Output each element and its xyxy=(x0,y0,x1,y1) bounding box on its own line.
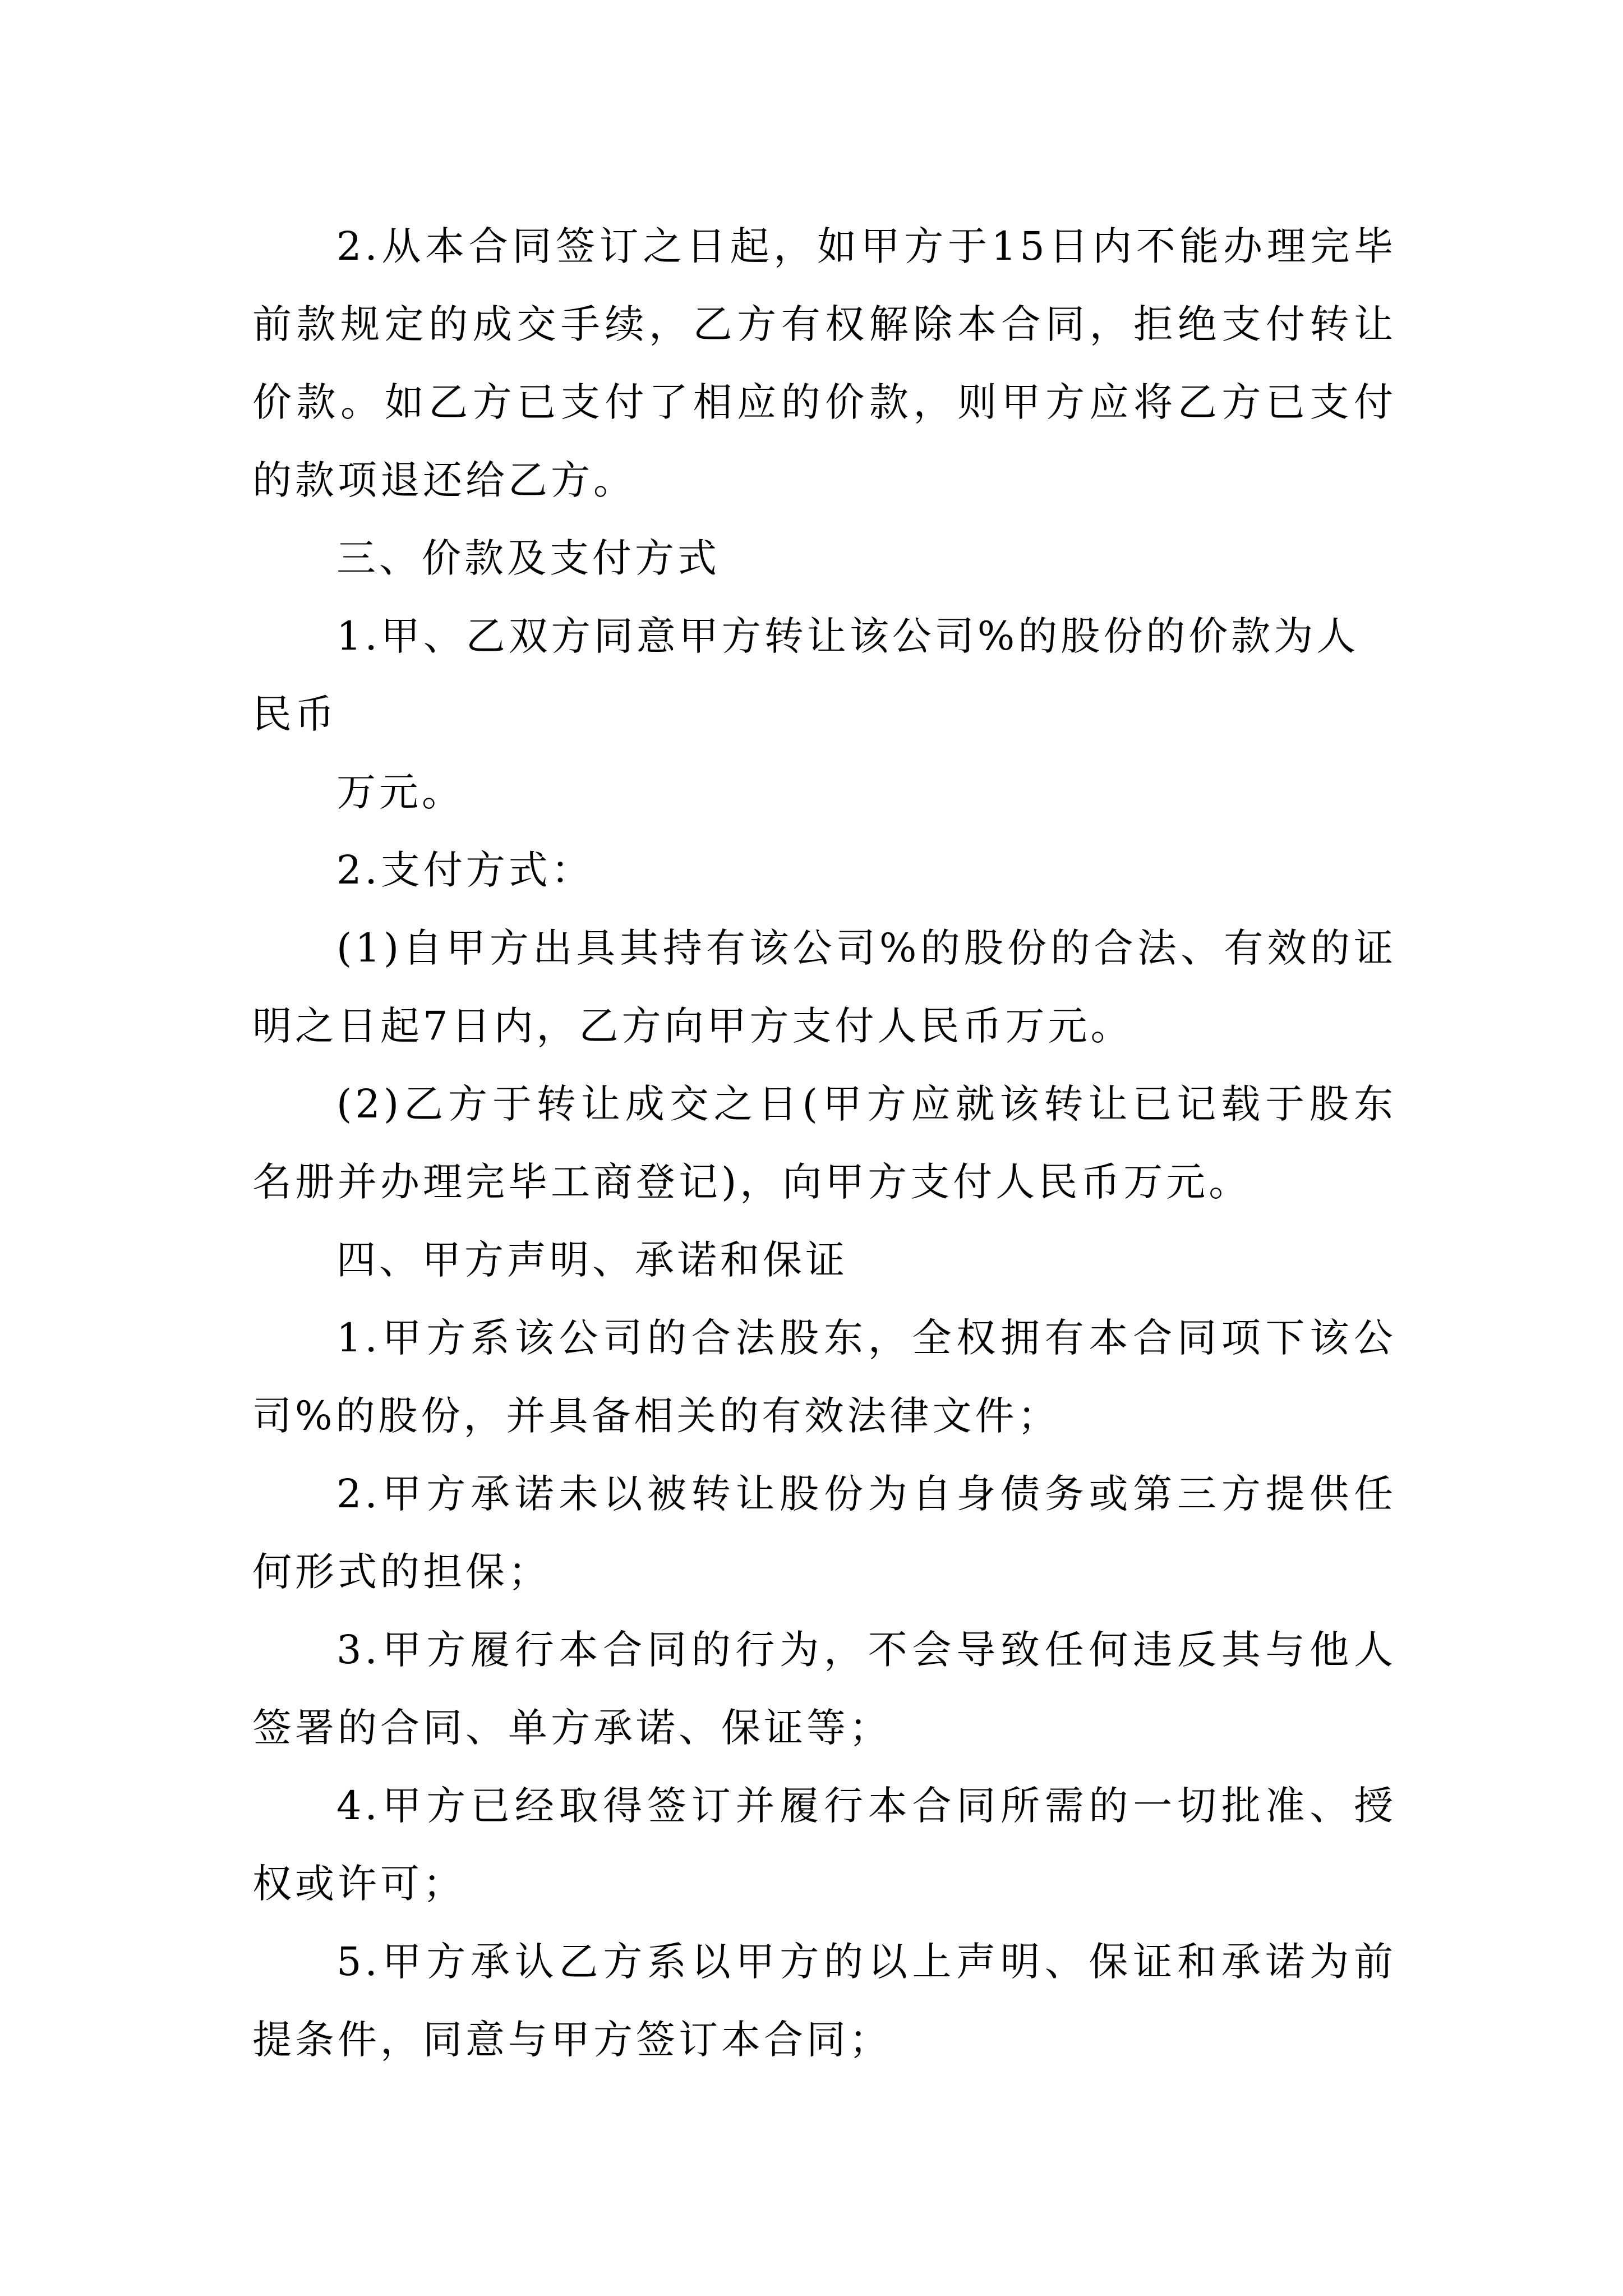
clause-4-4: 4.甲方已经取得签订并履行本合同所需的一切批准、授权或许可； xyxy=(252,1783,1396,1907)
clause-3-2-item-2: (2)乙方于转让成交之日(甲方应就该转让已记载于股东名册并办理完毕工商登记)，向甲方支付人民币万元。 xyxy=(252,1081,1396,1205)
clause-3-2-item-1: (1)自甲方出具其持有该公司%的股份的合法、有效的证明之日起7日内，乙方向甲方支付人民币万元。 xyxy=(252,925,1396,1049)
clause-3-2-payment-method: 2.支付方式： xyxy=(336,847,594,893)
clause-4-3: 3.甲方履行本合同的行为，不会导致任何违反其与他人签署的合同、单方承诺、保证等； xyxy=(252,1627,1396,1751)
clause-4-2: 2.甲方承诺未以被转让股份为自身债务或第三方提供任何形式的担保； xyxy=(252,1471,1396,1595)
clause-4-5: 5.甲方承认乙方系以甲方的以上声明、保证和承诺为前提条件，同意与甲方签订本合同； xyxy=(252,1939,1396,2063)
clause-3-1-price: 1.甲、乙双方同意甲方转让该公司%的股份的价款为人民币 xyxy=(252,613,1359,737)
clause-4-1: 1.甲方系该公司的合法股东，全权拥有本合同项下该公司%的股份，并具备相关的有效法律文件； xyxy=(252,1315,1396,1439)
section-4-heading: 四、甲方声明、承诺和保证 xyxy=(336,1237,848,1283)
clause-3-1-unit: 万元。 xyxy=(336,769,464,815)
section-3-heading: 三、价款及支付方式 xyxy=(336,535,720,581)
clause-2-rescission: 2.从本合同签订之日起，如甲方于15日内不能办理完毕前款规定的成交手续，乙方有权解除本合同，拒绝支付转让价款。如乙方已支付了相应的价款，则甲方应将乙方已支付的款项退还给乙方。 xyxy=(252,223,1396,503)
document-page xyxy=(252,208,1396,2079)
